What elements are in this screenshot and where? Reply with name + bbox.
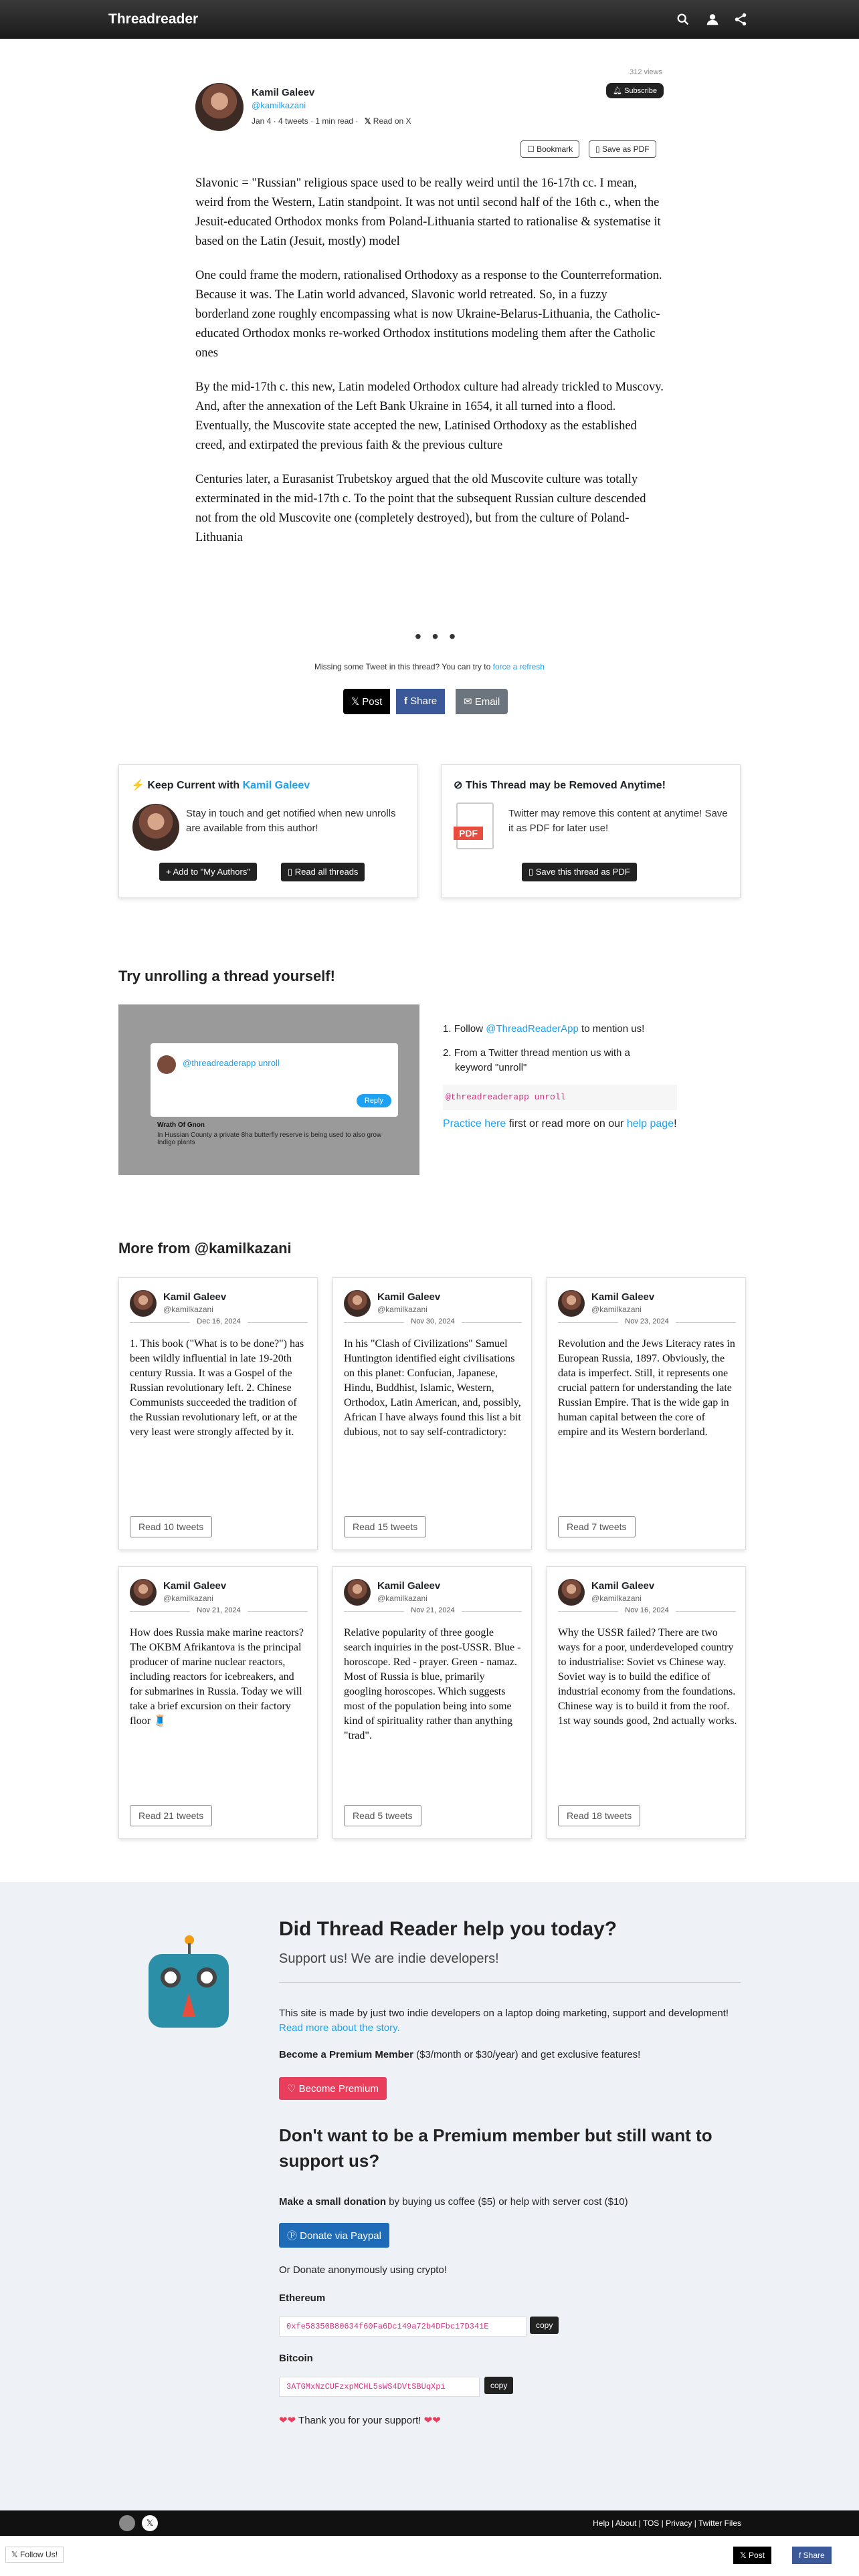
ban-icon: ⊘ [454, 780, 463, 791]
top-navbar [0, 0, 859, 39]
unroll-code: @threadreaderapp unroll [443, 1085, 677, 1110]
author-avatar [558, 1579, 585, 1606]
robot-mascot-icon [142, 1935, 235, 2036]
donation-line [279, 2196, 628, 2208]
read-on-x-link[interactable]: Read on X [373, 116, 411, 126]
pdf-badge: PDF [454, 827, 483, 840]
card-author-handle: @kamilkazani [591, 1594, 642, 1603]
demo-avatar [157, 1055, 176, 1074]
premium-rest: ($3/month or $30/year) and get exclusive features! [416, 2049, 641, 2060]
card-date-divider [130, 1317, 308, 1325]
card-author-name: Kamil Galeev [163, 1580, 227, 1592]
read-tweets-button[interactable]: Read 10 tweets [130, 1516, 212, 1537]
thread-meta: Jan 4 · 4 tweets · 1 min read · 𝕏 Read on X [252, 116, 411, 126]
view-count: 312 views [630, 68, 662, 76]
author-avatar[interactable] [195, 83, 244, 131]
thanks-line [279, 2414, 441, 2426]
thread-date: Jan 4 [252, 116, 272, 126]
demo-tweet-author: Wrath Of Gnon [157, 1121, 205, 1129]
card-date-divider [558, 1317, 736, 1325]
author-avatar [344, 1579, 371, 1606]
post-share-button[interactable]: 𝕏 Post [343, 689, 390, 714]
tweet-text: One could frame the modern, rationalised Orthodoxy as a response to the Counterreformation. Because it was. The Latin world advanced, Slavonic world retreated. So, in a fuzzy borderland zone roughly encompassing what is now Ukraine-Belarus-Lithuania, the Catholic-educated Orthodox monks re-worked Orthodox institutions modeling them after the Catholic ones [195, 269, 662, 360]
removal-title-text: This Thread may be Removed Anytime! [465, 780, 666, 791]
save-pdf-label: Save as PDF [601, 144, 650, 154]
thread-card[interactable] [547, 1566, 746, 1839]
donation-bold: Make a small donation [279, 2196, 387, 2208]
demo-reply-text: @threadreaderapp unroll [183, 1058, 280, 1068]
card-text: Why the USSR failed? There are two ways for a poor, underdeveloped country to industrialise: Soviet vs Chinese way. Soviet way is to build the edifice of industrial economy from the foundations. Chinese way is to build it from the roof. 1st way sounds good, 2nd actually works. [558, 1627, 737, 1727]
crypto-note: Or Donate anonymously using crypto! [279, 2264, 447, 2276]
premium-bold: Become a Premium Member [279, 2049, 413, 2060]
card-date: Nov 21, 2024 [190, 1606, 247, 1614]
bitcoin-label: Bitcoin [279, 2353, 313, 2364]
tweet-text: Slavonic = "Russian" religious space used to be really weird until the 16-17th cc. I mean, weird from the Western, Latin standpoint. It was not until second half of the 16th c., when the Jesuit-educated Orthodox monks from Poland-Lithuania started to rationalise & systematise it based on the Latin (Jesuit, mostly) model [195, 177, 661, 248]
author-handle[interactable]: @kamilkazani [252, 100, 306, 110]
read-tweets-button[interactable]: Read 5 tweets [344, 1805, 421, 1826]
save-thread-pdf-label: Save this thread as PDF [535, 867, 630, 877]
thread-end-dots: • • • [415, 626, 458, 647]
author-avatar [558, 1290, 585, 1317]
unroll-demo-image [118, 1004, 419, 1175]
unroll-steps [443, 1022, 677, 1132]
facebook-icon: f [404, 695, 407, 707]
card-date-divider [558, 1606, 736, 1614]
heart-icon: ❤❤ [279, 2415, 296, 2426]
thread-card[interactable] [118, 1277, 318, 1550]
footer-post-label: Post [749, 2551, 765, 2560]
follow-label: Follow Us! [20, 2550, 58, 2559]
add-author-button[interactable]: + Add to "My Authors" [159, 863, 257, 881]
removal-title [454, 778, 666, 792]
card-author-handle: @kamilkazani [163, 1594, 213, 1603]
thread-content [195, 174, 664, 562]
share-icon[interactable] [733, 12, 748, 27]
facebook-share-label: Share [410, 695, 438, 707]
demo-tweet-text: In Hussian County a private 8ha butterfly reserve is being used to also grow Indigo plants [157, 1132, 382, 1146]
premium-line [279, 2049, 640, 2060]
tweet-text: By the mid-17th c. this new, Latin modeled Orthodox culture had already trickled to Muscovy. And, after the annexation of the Left Bank Ukraine in 1654, it all turned into a flood. Eventually, the Muscovite state accepted the new, Latinised Orthodoxy as the established creed, and extirpated the previous faith & the previous culture [195, 381, 664, 452]
footer-links[interactable]: Help | About | TOS | Privacy | Twitter Files [593, 2518, 741, 2528]
copy-eth-button[interactable]: copy [530, 2317, 559, 2334]
card-date-divider [344, 1606, 522, 1614]
thread-card[interactable] [547, 1277, 746, 1550]
support-title: Did Thread Reader help you today? [279, 1918, 617, 1940]
thread-header [195, 68, 664, 140]
card-author-handle: @kamilkazani [163, 1305, 213, 1314]
become-premium-button[interactable]: ♡ Become Premium [279, 2077, 387, 2100]
read-tweets-button[interactable]: Read 7 tweets [558, 1516, 636, 1537]
force-refresh-link[interactable]: force a refresh [492, 662, 545, 671]
read-tweets-button[interactable]: Read 21 tweets [130, 1805, 212, 1826]
ethereum-label: Ethereum [279, 2292, 326, 2304]
practice-end: ! [674, 1118, 677, 1130]
paypal-button[interactable]: Ⓟ Donate via Paypal [279, 2223, 389, 2248]
bookmark-label: Bookmark [537, 144, 573, 154]
card-author-name: Kamil Galeev [377, 1580, 441, 1592]
support-subtitle: Support us! We are indie developers! [279, 1951, 499, 1966]
thanks-text: Thank you for your support! [298, 2415, 421, 2426]
logo-icon[interactable] [119, 2515, 135, 2531]
save-pdf-button[interactable]: ▯ Save as PDF [589, 140, 656, 158]
subscribe-label: Subscribe [624, 87, 657, 95]
subscribe-button[interactable] [606, 83, 664, 98]
card-author-name: Kamil Galeev [591, 1291, 655, 1303]
threadreaderapp-link[interactable]: @ThreadReaderApp [486, 1023, 579, 1035]
help-page-link[interactable]: help page [626, 1118, 674, 1130]
practice-mid: first or read more on our [508, 1118, 624, 1130]
removal-warning-card [441, 764, 741, 898]
bitcoin-address[interactable]: 3ATGMxNzCUFzxpMCHL5sWS4DVtSBUqXpi [279, 2377, 480, 2397]
footer-share-button[interactable]: f Share [792, 2547, 832, 2564]
more-from-heading: More from @kamilkazani [118, 1240, 292, 1257]
practice-link[interactable]: Practice here [443, 1118, 506, 1130]
missing-tweet-note [0, 662, 859, 671]
pdf-file-icon [456, 802, 494, 849]
footer-bar [0, 2510, 859, 2536]
save-thread-pdf-button[interactable]: ▯ Save this thread as PDF [522, 863, 637, 881]
footer-post-button[interactable]: 𝕏 Post [733, 2547, 771, 2564]
card-author-name: Kamil Galeev [163, 1291, 227, 1303]
card-date: Nov 21, 2024 [404, 1606, 461, 1614]
tweet-text: Centuries later, a Eurasanist Trubetskoy argued that the old Muscovite culture was totally exterminated in the mid-17th c. To the point that the subsequent Russian culture descended not from the old Muscovite one (completely destroyed), but from the culture of Poland-Lithuania [195, 473, 646, 544]
email-share-button[interactable]: ✉ Email [456, 689, 508, 714]
support-story [279, 2006, 734, 2036]
thread-card[interactable] [332, 1277, 532, 1550]
card-date: Nov 16, 2024 [618, 1606, 675, 1614]
story-link[interactable]: Read more about the story. [279, 2022, 400, 2034]
card-text: In his "Clash of Civilizations" Samuel Huntington identified eight civilisations on this planet: Confucian, Japanese, Hindu, Buddhist, Islamic, Western, Orthodox, Latin American, and, possibly, African I have always found this list a bit dubious, not to say self-contradictory: [344, 1338, 521, 1438]
card-date: Dec 16, 2024 [190, 1317, 247, 1325]
author-avatar [130, 1579, 157, 1606]
card-text: Relative popularity of three google search inquiries in the post-USSR. Blue - horoscope. Red - prayer. Green - namaz. Most of Russia is blue, primarily googling horoscopes. Which suggests most of the population being into some kind of spirituality rather than anything "trad". [344, 1627, 521, 1741]
removal-text: Twitter may remove this content at anytime! Save it as PDF for later use! [508, 808, 728, 834]
thread-card[interactable] [118, 1566, 318, 1839]
read-tweets-button[interactable]: Read 15 tweets [344, 1516, 426, 1537]
try-unroll-heading: Try unrolling a thread yourself! [118, 968, 335, 984]
demo-reply-button: Reply [357, 1094, 391, 1107]
tweet-count: 4 tweets [278, 116, 308, 126]
step-2-text: From a Twitter thread mention us with a keyword "unroll" [454, 1047, 630, 1073]
card-author-name: Kamil Galeev [377, 1291, 441, 1303]
x-icon[interactable]: 𝕏 [142, 2515, 158, 2531]
facebook-share-button[interactable] [396, 689, 445, 714]
read-all-threads-button[interactable]: ▯ Read all threads [281, 863, 365, 881]
thread-card[interactable] [332, 1566, 532, 1839]
step-1-text: Follow [454, 1023, 484, 1035]
card-text: 1. This book ("What is to be done?") has been wildly influential in late 19-20th century Russia. It was a Gospel of the Russian revolutionary left. 2. Chinese Communists succeeded the tradition of the Russian revolutionary left, or at the very least were strongly affected by it. [130, 1338, 304, 1438]
card-date: Nov 30, 2024 [404, 1317, 461, 1325]
card-text: Revolution and the Jews Literacy rates in European Russia, 1897. Obviously, the data is imperfect. Still, it represents one crucial pattern for understanding the late Russian Empire. That is the wide gap in human capital between the core of empire and its Western borderland. [558, 1338, 735, 1438]
support-title-2: Don't want to be a Premium member but still want to support us? [279, 2125, 712, 2171]
keep-author-link[interactable]: Kamil Galeev [242, 780, 310, 791]
email-label: Email [474, 696, 500, 708]
read-time: 1 min read [315, 116, 354, 126]
card-author-handle: @kamilkazani [591, 1305, 642, 1314]
card-author-handle: @kamilkazani [377, 1594, 427, 1603]
heart-icon: ❤❤ [423, 2415, 441, 2426]
footer-share-label: Share [803, 2551, 825, 2560]
practice-line [443, 1117, 677, 1132]
step-2: 2. From a Twitter thread mention us with a keyword "unroll" [443, 1047, 630, 1073]
search-icon[interactable] [676, 12, 690, 27]
support-section [0, 1882, 859, 2517]
ethereum-address[interactable]: 0xfe58350B80634f60Fa6Dc149a72b4DFbc17D341E [279, 2317, 527, 2337]
donation-rest: by buying us coffee ($5) or help with server cost ($10) [389, 2196, 628, 2208]
keep-current-text: Stay in touch and get notified when new unrolls are available from this author! [186, 808, 396, 834]
card-text: How does Russia make marine reactors? The OKBM Afrikantova is the principal producer of marine nuclear reactors, including reactors for icebreakers, and for submarines in Russia. Today we will take a brief excursion on their factory floor 🧵 [130, 1627, 304, 1727]
read-tweets-button[interactable]: Read 18 tweets [558, 1805, 640, 1826]
author-avatar [130, 1290, 157, 1317]
bookmark-button[interactable]: ☐ Bookmark [520, 140, 579, 158]
copy-btc-button[interactable]: copy [484, 2377, 513, 2394]
card-author-name: Kamil Galeev [591, 1580, 655, 1592]
author-name[interactable]: Kamil Galeev [252, 87, 315, 98]
brand-logo[interactable]: Threadreader [108, 11, 199, 27]
bolt-icon: ⚡ [131, 780, 145, 791]
author-avatar [344, 1290, 371, 1317]
support-story-text: This site is made by just two indie developers on a laptop doing marketing, support and development! [279, 2008, 729, 2019]
keep-current-title [131, 778, 310, 792]
become-premium-label: Become Premium [298, 2083, 379, 2095]
x-icon: 𝕏 [364, 116, 371, 126]
bell-icon: 🔔︎ [613, 87, 625, 95]
keep-title-text: Keep Current with [147, 780, 240, 791]
keep-current-card [118, 764, 418, 898]
missing-text: Missing some Tweet in this thread? You can try to [314, 662, 491, 671]
step-1-suffix: to mention us! [581, 1023, 645, 1035]
demo-reply-box [151, 1043, 398, 1117]
card-date: Nov 23, 2024 [618, 1317, 675, 1325]
user-icon[interactable] [705, 12, 720, 27]
card-author-handle: @kamilkazani [377, 1305, 427, 1314]
card-date-divider [344, 1317, 522, 1325]
paypal-label: Donate via Paypal [300, 2230, 381, 2242]
card-date-divider [130, 1606, 308, 1614]
post-label: Post [362, 696, 383, 708]
follow-us-button[interactable]: 𝕏 Follow Us! [5, 2547, 64, 2563]
author-avatar [132, 804, 179, 851]
read-all-label: Read all threads [294, 867, 359, 877]
step-1: 1. Follow @ThreadReaderApp to mention us! [443, 1023, 645, 1035]
